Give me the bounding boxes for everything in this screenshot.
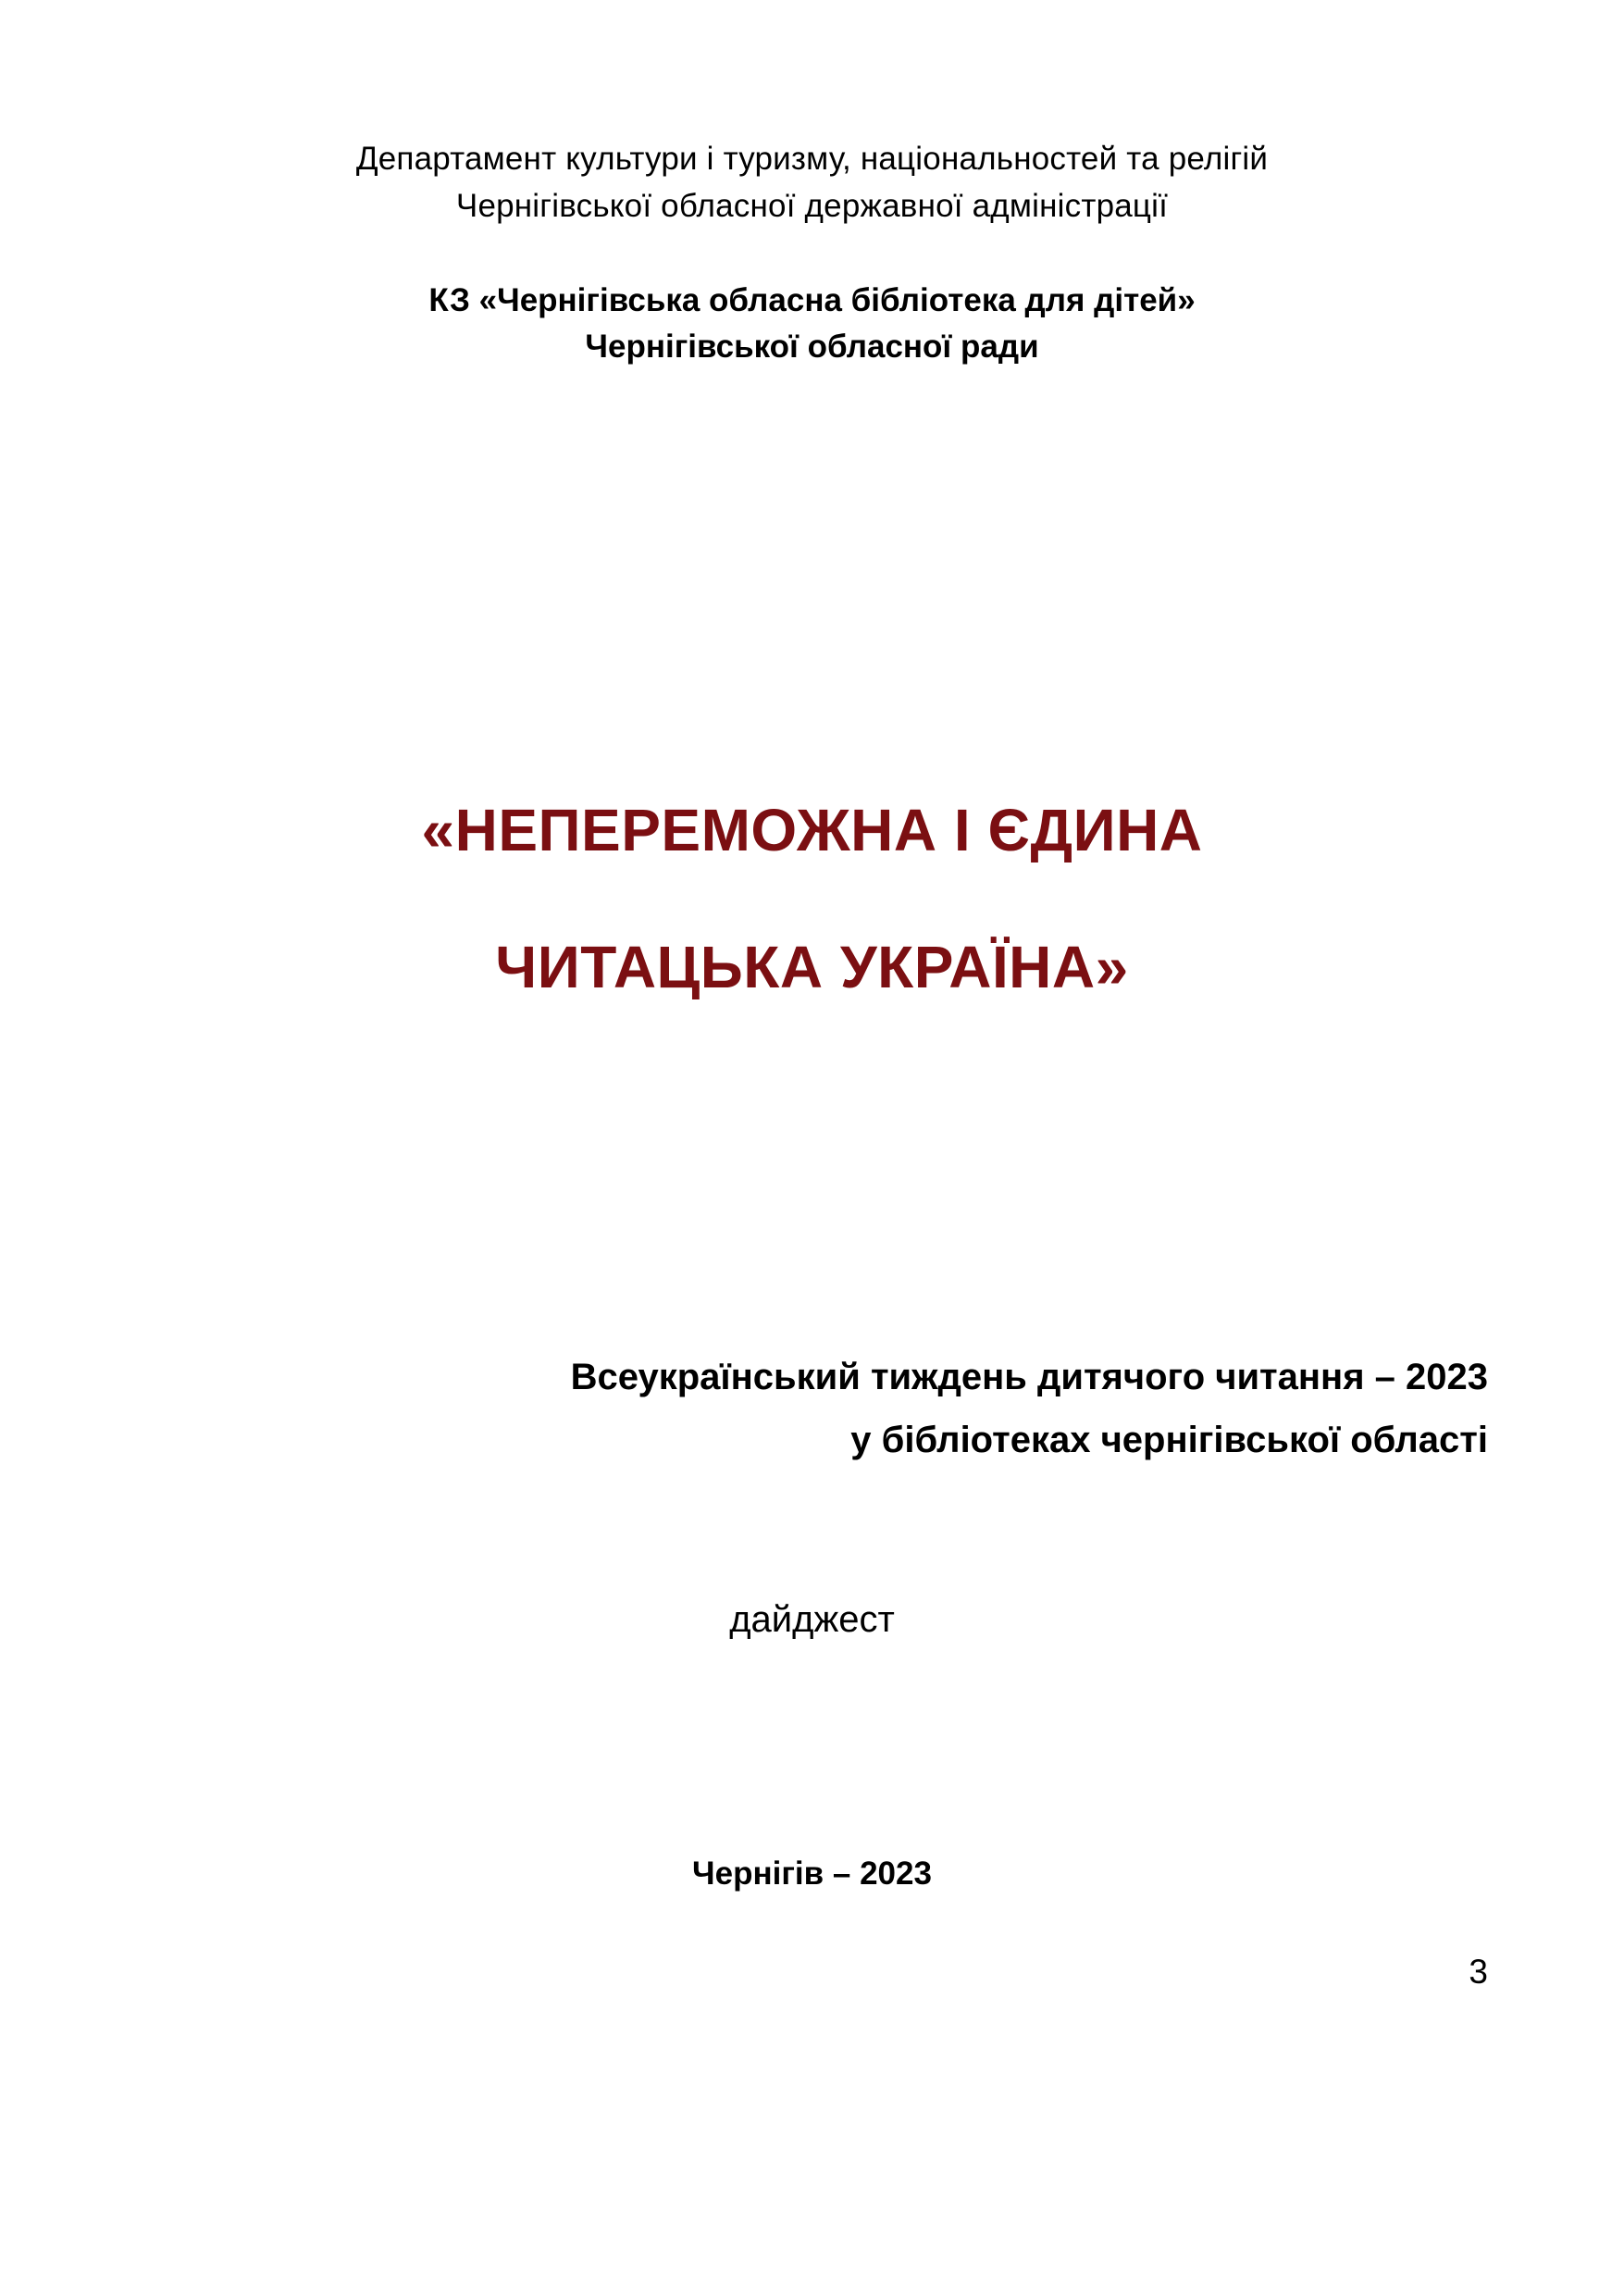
- genre-label: дайджест: [729, 1599, 895, 1640]
- library-name-line2: Чернігівської обласної ради: [585, 329, 1039, 365]
- department-name-line2: Чернігівської обласної державної адміністрації: [455, 188, 1169, 224]
- department-name-line1: Департамент культури і туризму, національностей та релігій: [355, 141, 1269, 177]
- subtitle-line1: Всеукраїнський тиждень дитячого читання – 2023: [570, 1357, 1488, 1397]
- library-name-line1: КЗ «Чернігівська обласна бібліотека для дітей»: [428, 282, 1196, 318]
- subtitle-line2: у бібліотеках чернігівської області: [850, 1420, 1488, 1460]
- document-title-line2: ЧИТАЦЬКА УКРАЇНА»: [495, 934, 1129, 1000]
- document-title-line1: «НЕПЕРЕМОЖНА І ЄДИНА: [421, 797, 1203, 863]
- place-and-year: Чернігів – 2023: [692, 1855, 932, 1892]
- page-number: 3: [1469, 1953, 1488, 1991]
